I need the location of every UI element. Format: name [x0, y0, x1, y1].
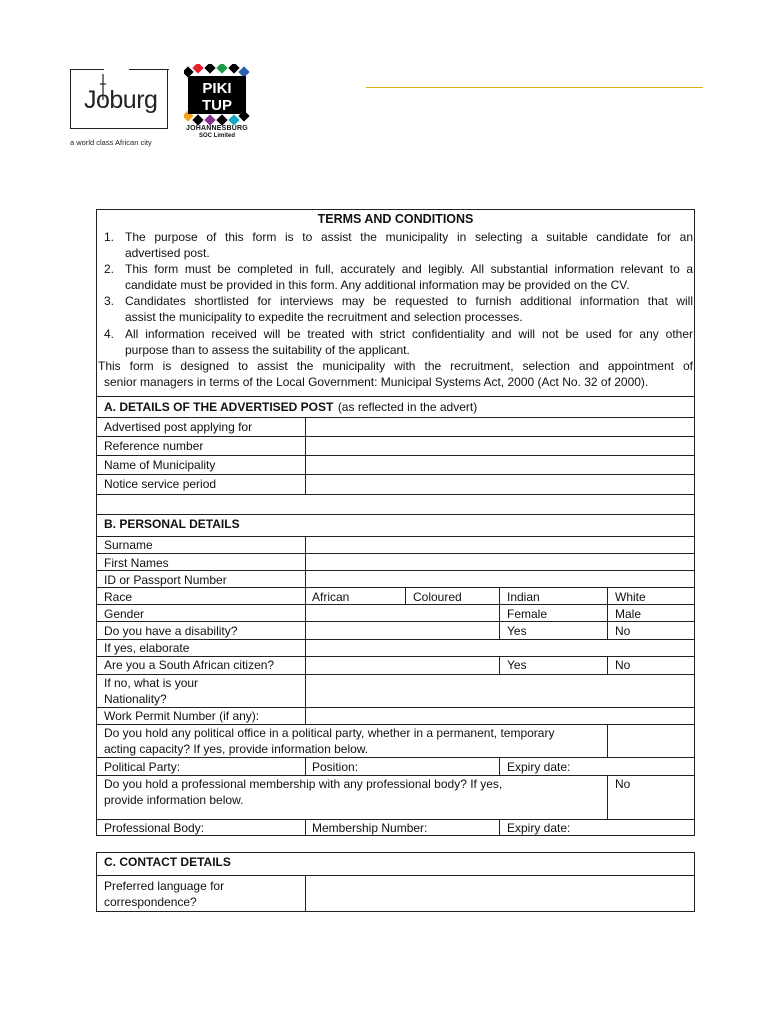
id-number-label: ID or Passport Number [104, 573, 227, 587]
professional-body-label: Professional Body: [104, 821, 205, 835]
membership-number-label: Membership Number: [312, 821, 428, 835]
terms-item-3: Candidates shortlisted for interviews may be requested to furnish additional information that will [125, 294, 693, 308]
svg-text:TUP: TUP [202, 97, 232, 114]
sa-citizen-no-option[interactable]: No [615, 658, 631, 672]
race-option-coloured[interactable]: Coloured [413, 590, 462, 604]
race-option-white[interactable]: White [615, 590, 646, 604]
race-label: Race [104, 590, 133, 604]
municipality-name-input[interactable] [306, 456, 694, 473]
political-position-label: Position: [312, 760, 359, 774]
preferred-language-label-line-2: correspondence? [104, 895, 197, 909]
race-option-indian[interactable]: Indian [507, 590, 540, 604]
disability-elaborate-input[interactable] [306, 640, 694, 655]
terms-title: TERMS AND CONDITIONS [317, 212, 474, 226]
reference-number-label: Reference number [104, 439, 204, 453]
terms-item-2: This form must be completed in full, accurately and legibly. All substantial information relevant to a [125, 262, 693, 276]
pikitup-subtitle: JOHANNESBURG [186, 125, 248, 132]
terms-item-1: The purpose of this form is to assist the municipality in selecting a suitable candidate for an [125, 230, 693, 244]
sa-citizen-yes-option[interactable]: Yes [507, 658, 527, 672]
nationality-input[interactable] [306, 675, 694, 706]
race-option-african[interactable]: African [312, 590, 350, 604]
disability-elaborate-label: If yes, elaborate [104, 641, 190, 655]
svg-text:PIKI: PIKI [202, 80, 232, 97]
sa-citizen-label: Are you a South African citizen? [104, 658, 275, 672]
preferred-language-input[interactable] [306, 876, 694, 911]
membership-question-line-1: Do you hold a professional membership with any professional body? If yes, [104, 777, 503, 791]
membership-expiry-label: Expiry date: [507, 821, 571, 835]
political-party-label: Political Party: [104, 760, 181, 774]
disability-label: Do you have a disability? [104, 624, 238, 638]
notice-period-input[interactable] [306, 475, 694, 493]
header-rule [366, 87, 703, 88]
political-office-question-line-2: acting capacity? If yes, provide information below. [104, 742, 369, 756]
notice-period-label: Notice service period [104, 477, 217, 491]
first-names-input[interactable] [306, 554, 694, 569]
surname-input[interactable] [306, 537, 694, 552]
membership-question-line-2: provide information below. [104, 793, 244, 807]
id-number-input[interactable] [306, 571, 694, 586]
gender-label: Gender [104, 607, 145, 621]
section-c-heading: C. CONTACT DETAILS [104, 855, 231, 869]
terms-closing-line-1: This form is designed to assist the municipality with the recruitment, selection and appointment of [98, 359, 693, 373]
membership-no-option[interactable]: No [615, 777, 631, 791]
advertised-post-label: Advertised post applying for [104, 420, 253, 434]
pikitup-company-type: SOC Limited [199, 133, 236, 139]
surname-label: Surname [104, 538, 153, 552]
municipality-name-label: Name of Municipality [104, 458, 216, 472]
preferred-language-label-line-1: Preferred language for [104, 879, 225, 893]
reference-number-input[interactable] [306, 437, 694, 454]
work-permit-input[interactable] [306, 708, 694, 723]
political-expiry-label: Expiry date: [507, 760, 571, 774]
joburg-tagline: a world class African city [70, 138, 152, 147]
nationality-label-line-1: If no, what is your [104, 676, 199, 690]
joburg-logo: Joburg [84, 86, 158, 114]
pikitup-logo [184, 64, 250, 126]
joburg-tower-icon [96, 74, 110, 100]
political-office-answer[interactable] [608, 725, 694, 756]
political-office-question-line-1: Do you hold any political office in a political party, whether in a permanent, temporary [104, 726, 555, 740]
first-names-label: First Names [104, 556, 169, 570]
nationality-label-line-2: Nationality? [104, 692, 167, 706]
advertised-post-input[interactable] [306, 418, 694, 435]
disability-yes-option[interactable]: Yes [507, 624, 527, 638]
terms-item-4: All information received will be treated with strict confidentiality and will not be used for any other [125, 327, 693, 341]
disability-no-option[interactable]: No [615, 624, 631, 638]
terms-closing-line-2: senior managers in terms of the Local Government: Municipal Systems Act, 2000 (Act No. 32 of 2000). [104, 375, 649, 389]
section-a-heading: A. DETAILS OF THE ADVERTISED POST (as reflected in the advert) [104, 400, 478, 414]
gender-option-female[interactable]: Female [507, 607, 548, 621]
work-permit-label: Work Permit Number (if any): [104, 709, 260, 723]
gender-option-male[interactable]: Male [615, 607, 642, 621]
section-b-heading: B. PERSONAL DETAILS [104, 517, 240, 531]
